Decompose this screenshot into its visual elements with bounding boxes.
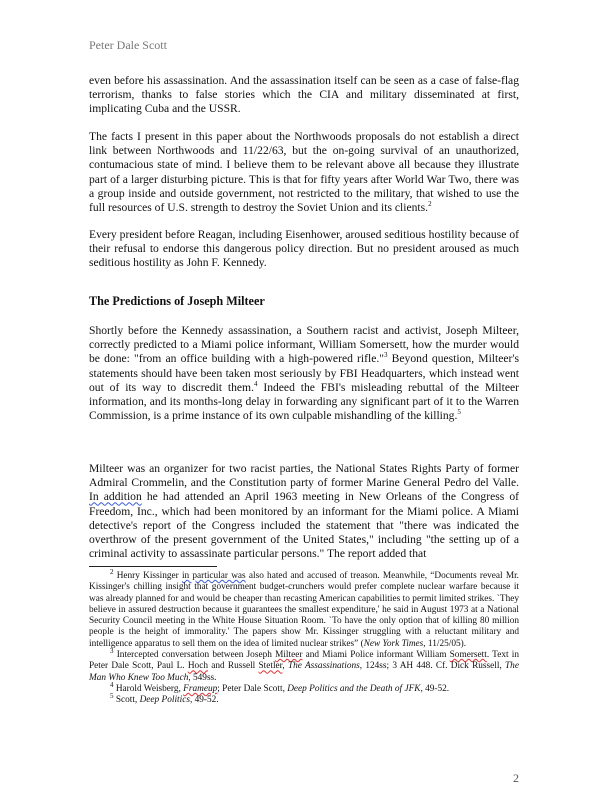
spell-flag-hoch[interactable]: Hoch: [187, 661, 208, 672]
footnotes: [89, 567, 519, 707]
paragraph-2: [89, 130, 519, 215]
footnote-4-text-b: ; Peter Dale Scott,: [217, 683, 288, 694]
spell-flag-frameup[interactable]: Frameup: [183, 683, 218, 694]
section-heading: The Predictions of Joseph Milteer: [89, 294, 265, 308]
footnote-3-text-c: . Text in Peter Dale Scott, Paul L.: [89, 650, 519, 672]
footnote-2-text-cont: also hated and accused of treason. Meanwhile, “Documents reveal Mr. Kissinger's chilling insight that government budget-crunchers would prefer complete nuclear warfare because it was already planned for and would be cheaper than recasting American capabilities to permit limited strikes. `They believe in assured destruction because it guarantees the smallest expenditure,' he said in August 1973 at a National Security Council meeting in the White House Situation Room. `To have the only option that of killing 80 million people is the height of immorality.' The papers show Mr. Kissinger struggling with a reluctant military and intelligence apparatus to sell them on the idea of limited nuclear strikes” (: [89, 571, 519, 649]
paragraph-5: [89, 462, 519, 561]
paragraph-4: [89, 324, 519, 423]
footnote-4: [89, 680, 519, 695]
footnote-3-book-title-2: The Man Who Knew Too Much: [89, 661, 519, 683]
footnote-3: [89, 646, 519, 684]
footnote-ref-4[interactable]: 4: [253, 379, 258, 388]
paragraph-5-part-c: he had attended an April 1963 meeting in New Orleans of the Congress of Freedom, Inc., which had been monitored by an informant for the Miami police. A Miami detective's report of the Congress included the statement that "there was indicated the overthrow of the present government of the United States," including "the setting up of a criminal activity to assassinate particular persons." The report added that: [89, 490, 520, 561]
paragraph-1: even before his assassination. And the assassination itself can be seen as a case of false-flag terrorism, thanks to false stories which the CIA and military disseminated at first, implicating Cuba and the USSR.: [89, 74, 519, 116]
footnote-3-book-title: The Assassinations: [287, 661, 360, 672]
footnote-5-number: 5: [110, 692, 114, 701]
running-header: Peter Dale Scott: [89, 38, 167, 52]
spell-flag-milteer[interactable]: Milteer: [275, 650, 303, 661]
footnote-ref-2[interactable]: 2: [428, 200, 432, 209]
footnote-5-pages: , 49-52.: [189, 695, 219, 706]
grammar-flag-in-addition[interactable]: In addition: [89, 490, 142, 504]
footnote-3-number: 3: [110, 646, 114, 655]
footnote-4-book-title: Deep Politics and the Death of JFK: [287, 683, 421, 694]
footnote-ref-3[interactable]: 3: [384, 351, 388, 360]
footnote-separator: [89, 566, 217, 567]
footnote-5: [89, 692, 519, 706]
grammar-flag-in-particular[interactable]: in particular was: [181, 571, 246, 581]
spell-flag-stetler[interactable]: Stetler: [258, 661, 283, 672]
paragraph-4-part-a: Shortly before the Kennedy assassination, a Southern racist and activist, Joseph Milteer, correctly predicted to a Miami police informant, William Somersett, how the murder would be done: "from an office building with a high-powered rifle.": [89, 324, 519, 366]
paragraph-3: Every president before Reagan, including Eisenhower, aroused seditious hostility because of their refusal to endorse this dangerous policy direction. But no president aroused as much seditious hostility as John F. Kennedy.: [89, 228, 519, 270]
footnote-5-text: Scott,: [113, 695, 140, 706]
paragraph-4-part-b: Beyond question, Milteer's statements should have been taken most seriously by FBI Headquarters, which instead went out of its way to discredit them.: [89, 352, 519, 394]
footnote-3-text-e: ,: [282, 661, 288, 672]
footnote-2-text: Henry Kissinger: [113, 571, 182, 581]
footnote-4-text: Harold Weisberg,: [113, 683, 184, 694]
footnote-2-source-title: New York Times: [363, 638, 424, 649]
footnote-5-book-title: Deep Politics: [139, 695, 190, 706]
spell-flag-somersett[interactable]: Somersett: [449, 650, 487, 661]
footnote-ref-5[interactable]: 5: [457, 408, 461, 417]
footnote-4-pages: , 49-52.: [420, 683, 450, 694]
footnote-2-date: , 11/25/05).: [423, 638, 467, 649]
footnote-3-pages: , 549ss.: [188, 672, 217, 683]
footnote-3-text-f: , 124ss; 3 AH 448. Cf. Dick Russell,: [359, 661, 506, 672]
footnote-3-text: Intercepted conversation between Joseph: [113, 650, 276, 661]
page-number: 2: [513, 771, 519, 785]
footnote-2-number: 2: [110, 567, 114, 576]
footnote-2: [89, 567, 519, 650]
paragraph-5-part-a: Milteer was an organizer for two racist parties, the National States Rights Party of former Admiral Crommelin, and the Constitution party of former Marine General Pedro del Valle.: [89, 462, 519, 490]
footnote-3-text-b: and Miami Police informant William: [302, 650, 450, 661]
paragraph-4-part-c: Indeed the FBI's misleading rebuttal of the Milteer information, and its months-long delay in forwarding any significant part of it to the Warren Commission, is a prime instance of its own culpable mishandling of the killing.: [89, 380, 519, 423]
footnote-4-number: 4: [110, 680, 114, 689]
footnote-3-text-d: and Russell: [207, 661, 259, 672]
paragraph-2-text: The facts I present in this paper about the Northwoods proposals do not establish a direct link between Northwoods and 11/22/63, but the on-going survival of an unauthorized, contumacious state of mind. I believe them to be relevant above all because they illustrate part of a larger disturbing picture. This is that for fifty years after World War Two, there was a group inside and outside government, not restricted to the military, that wished to use the full resources of U.S. strength to destroy the Soviet Union and its clients.: [89, 130, 519, 215]
